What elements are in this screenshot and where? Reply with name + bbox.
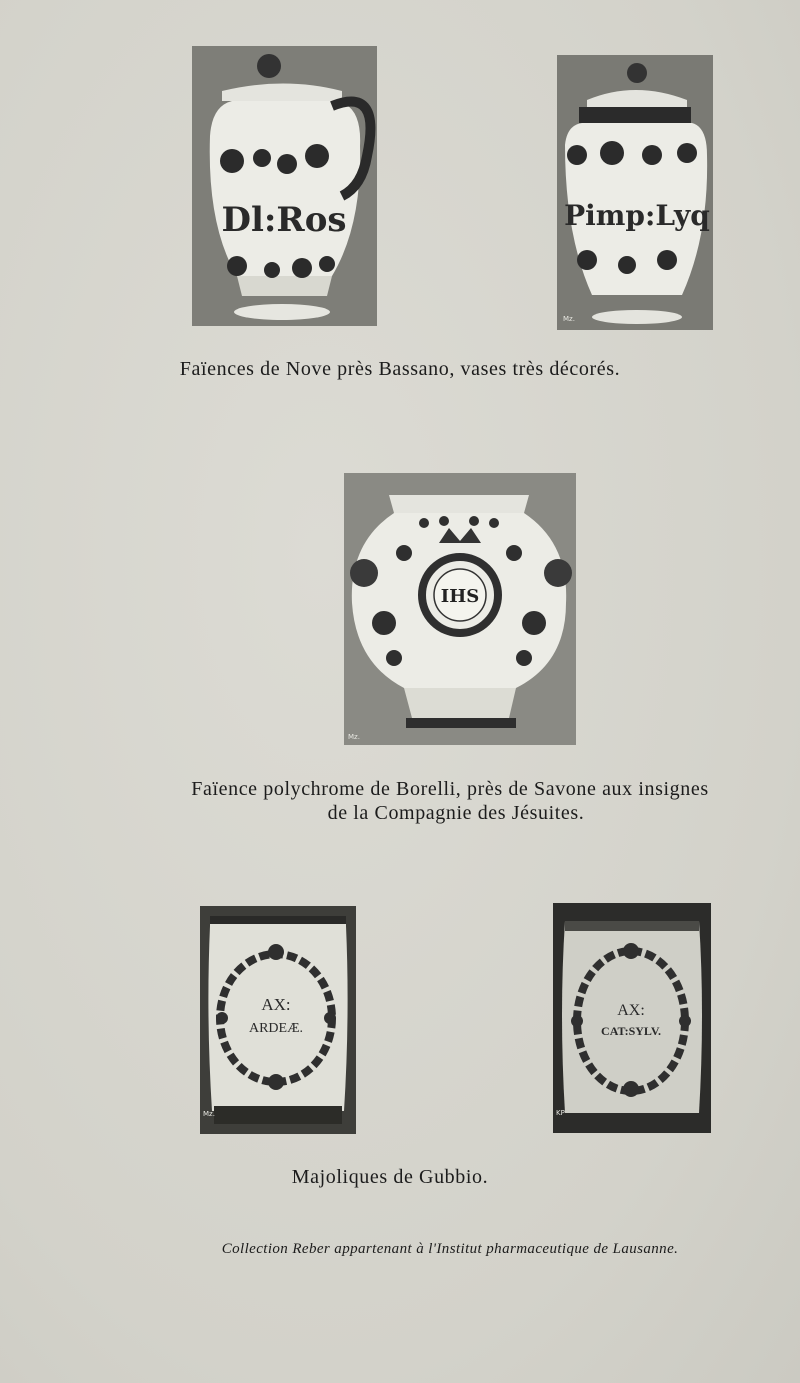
borelli-vase-photo [344,473,576,745]
nove-right-vase-photo [557,55,713,330]
gubbio-caption: Majoliques de Gubbio. [291,1166,489,1188]
nove-caption: Faïences de Nove près Bassano, vases très décorés. [179,358,621,380]
svg-text:KP: KP [556,1109,565,1117]
gubbio-right-jar-photo [553,903,711,1133]
left-vase-inscription: Dl:Ros [221,200,347,240]
right-jar-label-2: CAT:SYLV. [601,1024,661,1038]
ihs-emblem: IHS [440,586,480,607]
svg-text:Mz.: Mz. [203,1110,215,1118]
collection-credit: Collection Reber appartenant à l'Institut pharmaceutique de Lausanne. [221,1241,679,1257]
svg-text:Mz.: Mz. [348,733,360,741]
gubbio-left-jar-photo [200,906,356,1134]
right-jar-label-1: AX: [617,1002,645,1019]
left-jar-label-1: AX: [261,995,291,1014]
right-vase-inscription: Pimp:Lyq [564,199,710,232]
left-jar-label-2: ARDEÆ. [248,1021,304,1036]
svg-text:Mz.: Mz. [563,315,575,323]
borelli-caption-line-1: Faïence polychrome de Borelli, près de Savone aux insignes [191,778,709,800]
borelli-caption-line-2: de la Compagnie des Jésuites. [327,802,585,824]
nove-left-vase-photo [192,46,377,326]
